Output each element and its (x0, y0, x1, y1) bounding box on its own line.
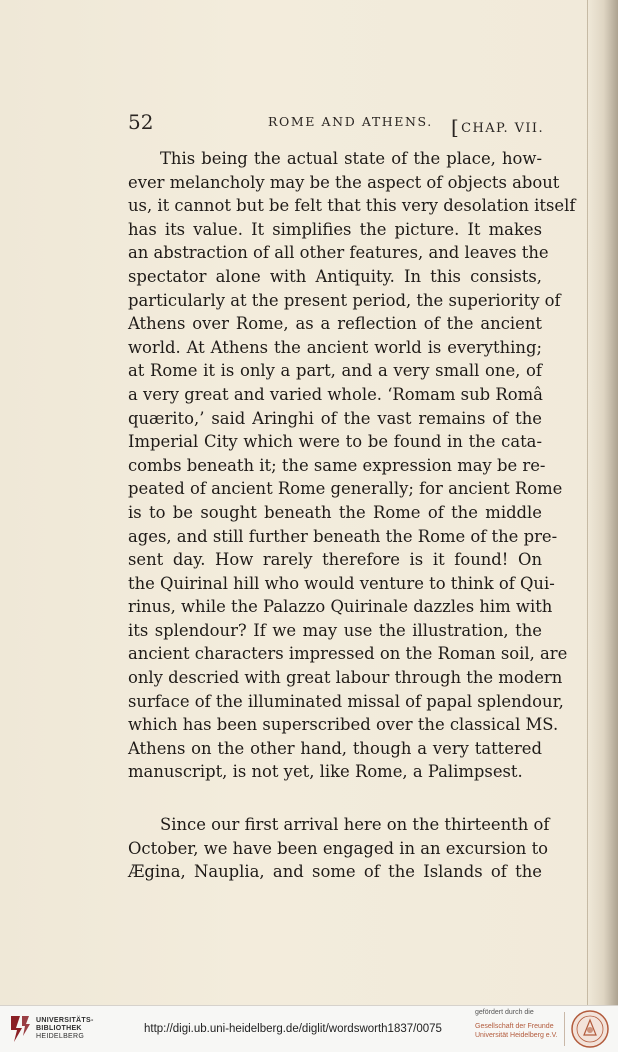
library-name-line: HEIDELBERG (36, 1033, 85, 1040)
text-line: is to be sought beneath the Rome of the middle (128, 502, 542, 522)
text-line: Athens over Rome, as a reflection of the ancient (128, 314, 542, 334)
text-line: ages, and still further beneath the Rome of the pre- (128, 526, 558, 546)
text-line: This being the actual state of the place, how- (160, 149, 542, 168)
text-line: combs beneath it; the same expression may be re- (128, 455, 546, 475)
text-line: which has been superscribed over the classical MS. (128, 715, 559, 735)
text-line: us, it cannot but be felt that this very desolation itself (128, 196, 576, 216)
text-line: peated of ancient Rome generally; for ancient Rome (128, 479, 563, 499)
text-line: a very great and varied whole. ‘Romam sub Româ (128, 384, 543, 404)
text-line: the Quirinal hill who would venture to think of Qui- (128, 573, 555, 593)
chapter-reference (451, 113, 544, 137)
university-seal-icon (570, 1009, 610, 1049)
text-line: ever melancholy may be the aspect of objects about (128, 172, 560, 192)
text-line: has its value. It simplifies the picture. It makes (128, 219, 542, 239)
text-line: Imperial City which were to be found in the cata- (128, 432, 542, 452)
sponsor-line: Universität Heidelberg e.V. (475, 1032, 558, 1039)
text-line: Since our first arrival here on the thirteenth of (160, 815, 550, 835)
library-name (36, 1017, 94, 1041)
text-line: an abstraction of all other features, and leaves the (128, 243, 549, 263)
viewer-footer (0, 1005, 618, 1052)
page-edge-shadow (586, 0, 618, 1005)
library-name-line: BIBLIOTHEK (36, 1025, 82, 1032)
sponsor-label: gefördert durch die (475, 1009, 534, 1016)
body-text (128, 147, 576, 884)
library-name-line: UNIVERSITÄTS- (36, 1017, 94, 1024)
text-line: surface of the illuminated missal of papal splendour, (128, 691, 564, 711)
text-line: spectator alone with Antiquity. In this consists, (128, 266, 542, 286)
chapter-label: CHAP. VII. (461, 121, 544, 136)
text-line: world. At Athens the ancient world is everything; (128, 337, 542, 357)
text-line: Athens on the other hand, though a very tattered (128, 738, 542, 758)
text-line: its splendour? If we may use the illustration, the (128, 620, 542, 640)
text-line: particularly at the present period, the superiority of (128, 290, 561, 310)
page-fold-line (587, 0, 588, 1005)
permalink-url[interactable]: http://digi.ub.uni-heidelberg.de/diglit/wordsworth1837/0075 (144, 1023, 442, 1035)
page-number: 52 (128, 110, 154, 134)
text-line: rinus, while the Palazzo Quirinale dazzles him with (128, 597, 553, 617)
text-line: at Rome it is only a part, and a very small one, of (128, 361, 542, 381)
text-line: quærito,’ said Aringhi of the vast remains of the (128, 408, 542, 428)
sponsor-line: Gesellschaft der Freunde (475, 1023, 554, 1030)
text-line: October, we have been engaged in an excursion to (128, 838, 549, 858)
running-title: ROME AND ATHENS. (268, 114, 433, 129)
text-line: Ægina, Nauplia, and some of the Islands of the (128, 862, 542, 882)
running-header (128, 110, 544, 138)
text-line: only descried with great labour through the modern (128, 668, 563, 688)
footer-divider (564, 1012, 565, 1046)
chapter-bracket: [ (450, 115, 461, 139)
paragraph-gap (128, 784, 542, 813)
text-line: sent day. How rarely therefore is it found! On (128, 550, 542, 570)
library-logo-icon[interactable] (8, 1014, 32, 1044)
text-line: ancient characters impressed on the Roman soil, are (128, 644, 568, 664)
text-line: manuscript, is not yet, like Rome, a Palimpsest. (128, 762, 523, 782)
sponsor-name[interactable] (475, 1022, 558, 1040)
